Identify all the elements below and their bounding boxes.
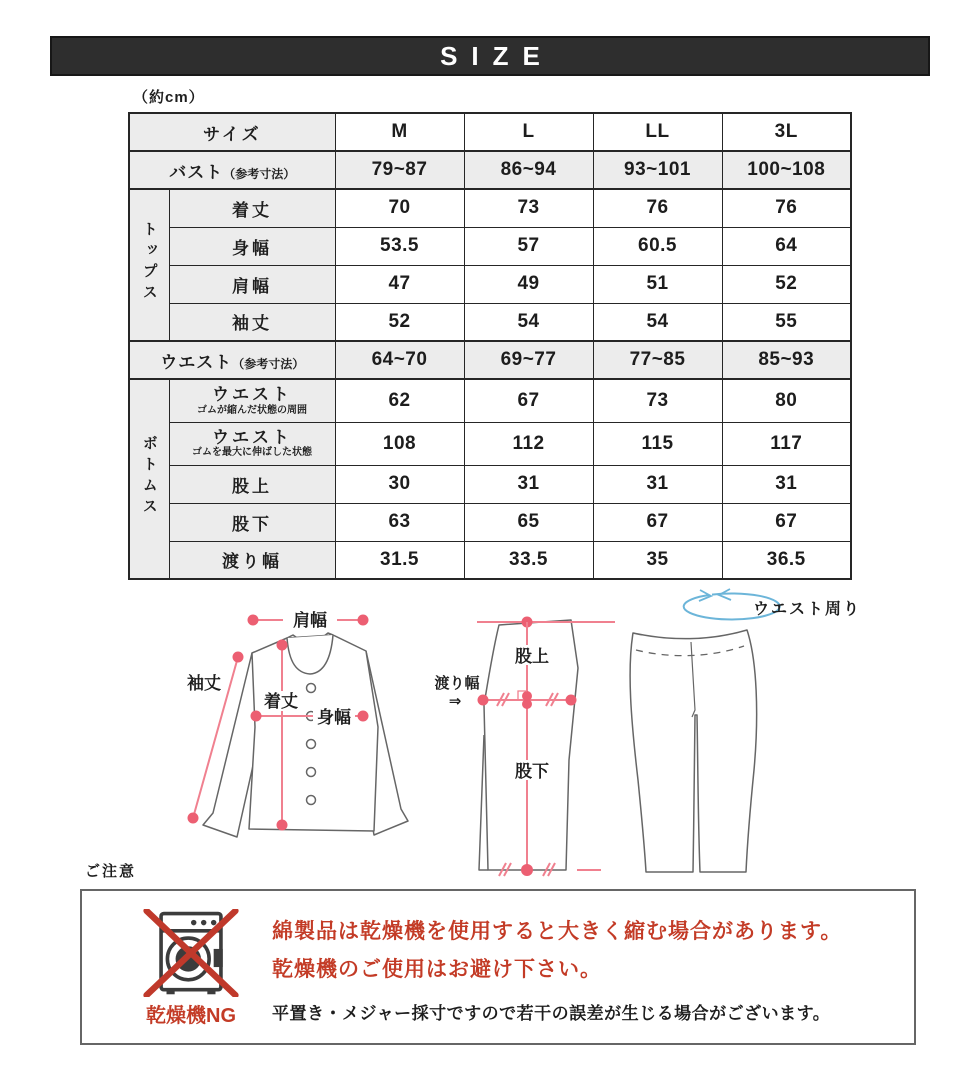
bust-l: 86~94: [464, 151, 593, 189]
row-label: 袖丈: [169, 303, 335, 341]
cell: 30: [335, 465, 464, 503]
cell: 47: [335, 265, 464, 303]
caution-box: [80, 889, 916, 1045]
size-table: [128, 112, 852, 580]
body-length-label: 着丈: [264, 692, 298, 711]
cell: 31.5: [335, 541, 464, 579]
cell: 33.5: [464, 541, 593, 579]
caution-heading: ご注意: [85, 863, 137, 880]
caution-note: 平置き・メジャー採寸ですので若干の誤差が生じる場合がございます。: [272, 1003, 831, 1023]
cell: 76: [593, 189, 722, 227]
bust-m: 79~87: [335, 151, 464, 189]
cell: 117: [722, 422, 851, 465]
cell: 67: [722, 503, 851, 541]
pants-front-outline: [630, 630, 757, 872]
cell: 67: [464, 379, 593, 422]
table-row-waist-stretched: [129, 422, 851, 465]
cell: 52: [335, 303, 464, 341]
tops-group-label: トップス: [129, 189, 169, 341]
cell: 80: [722, 379, 851, 422]
cell: 76: [722, 189, 851, 227]
table-row-shoulder-width: [129, 265, 851, 303]
row-label: 肩幅: [169, 265, 335, 303]
table-row-size-header: [129, 113, 851, 151]
thigh-width-arrow: ⇒: [448, 693, 462, 710]
row-label: ウエスト ゴムが縮んだ状態の周囲: [169, 379, 335, 422]
bust-3l: 100~108: [722, 151, 851, 189]
row-label: 身幅: [169, 227, 335, 265]
cell: 53.5: [335, 227, 464, 265]
table-row-thigh-width: [129, 541, 851, 579]
waist-around-label: ウエスト周り: [753, 601, 862, 618]
thigh-width-label: 渡り幅: [434, 675, 480, 692]
cell: 62: [335, 379, 464, 422]
table-row-sleeve-length: [129, 303, 851, 341]
body-width-label: 身幅: [317, 708, 351, 727]
cell: 31: [722, 465, 851, 503]
table-row-waist-ref: [129, 341, 851, 379]
row-label: 股上: [169, 465, 335, 503]
pajama-top-outline: [203, 633, 408, 837]
no-tumble-dry-icon: [141, 909, 241, 997]
table-row-body-length: [129, 189, 851, 227]
cell: 52: [722, 265, 851, 303]
bust-ll: 93~101: [593, 151, 722, 189]
sleeve-length-label: 袖丈: [187, 674, 221, 693]
cell: 35: [593, 541, 722, 579]
size-title: SIZE: [440, 40, 554, 71]
table-row-bust: [129, 151, 851, 189]
size-header-bar: [50, 36, 930, 76]
size-3l: 3L: [722, 113, 851, 151]
row-label: ウエスト ゴムを最大に伸ばした状態: [169, 422, 335, 465]
cell: 108: [335, 422, 464, 465]
waist-m: 64~70: [335, 341, 464, 379]
caution-red-line-2: 乾燥機のご使用はお避け下さい。: [272, 957, 602, 981]
cell: 73: [464, 189, 593, 227]
row-label: 股下: [169, 503, 335, 541]
waist-l: 69~77: [464, 341, 593, 379]
table-row-body-width: [129, 227, 851, 265]
rise-label: 股上: [515, 647, 549, 666]
waist-ll: 77~85: [593, 341, 722, 379]
cell: 67: [593, 503, 722, 541]
caution-red-line-1: 綿製品は乾燥機を使用すると大きく縮む場合があります。: [272, 920, 843, 943]
size-m: M: [335, 113, 464, 151]
waist-label: ウエスト（参考寸法）: [129, 341, 335, 379]
dryer-ng-icon-block: [132, 909, 250, 1028]
cell: 115: [593, 422, 722, 465]
cell: 112: [464, 422, 593, 465]
table-row-waist-relaxed: [129, 379, 851, 422]
shoulder-width-label: 肩幅: [293, 611, 327, 630]
inseam-label: 股下: [515, 762, 549, 781]
cell: 70: [335, 189, 464, 227]
table-row-rise: [129, 465, 851, 503]
cell: 51: [593, 265, 722, 303]
cell: 57: [464, 227, 593, 265]
bottoms-group-label: ボトムス: [129, 379, 169, 579]
size-l: L: [464, 113, 593, 151]
unit-note: （約cm）: [133, 89, 205, 106]
table-row-inseam: [129, 503, 851, 541]
cell: 73: [593, 379, 722, 422]
cell: 63: [335, 503, 464, 541]
cell: 60.5: [593, 227, 722, 265]
row-label: 渡り幅: [169, 541, 335, 579]
cell: 31: [464, 465, 593, 503]
cell: 55: [722, 303, 851, 341]
cell: 31: [593, 465, 722, 503]
size-col-label: サイズ: [129, 113, 335, 151]
cell: 64: [722, 227, 851, 265]
bust-label: バスト（参考寸法）: [129, 151, 335, 189]
cell: 54: [593, 303, 722, 341]
size-ll: LL: [593, 113, 722, 151]
row-label: 着丈: [169, 189, 335, 227]
cell: 65: [464, 503, 593, 541]
cell: 49: [464, 265, 593, 303]
measurement-diagrams: [0, 585, 980, 890]
caution-text: [272, 909, 842, 1024]
cell: 54: [464, 303, 593, 341]
dryer-ng-label: 乾燥機NG: [146, 1005, 236, 1027]
waist-3l: 85~93: [722, 341, 851, 379]
cell: 36.5: [722, 541, 851, 579]
